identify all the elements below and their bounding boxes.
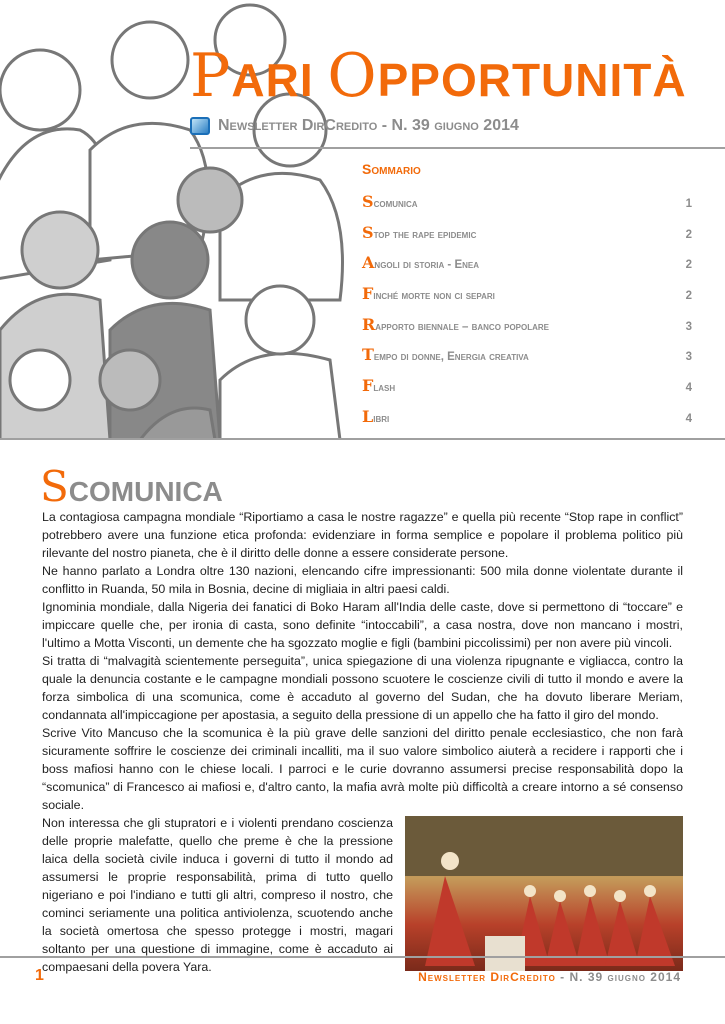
toc-heading: Sommario xyxy=(362,161,421,177)
toc-page: 2 xyxy=(685,228,692,241)
article-title xyxy=(40,462,683,511)
paragraph: Ne hanno parlato a Londra oltre 130 nazioni, elencando cifre impressionanti: 500 mila donne violentate durante il conflitto in Ruanda, 50 mila in Bosnia, decine di migliaia in altri paesi caldi. xyxy=(42,564,683,596)
table-of-contents xyxy=(362,160,692,438)
title-dropcap: S xyxy=(40,462,69,511)
article xyxy=(40,462,683,976)
footer-issue: N. 39 giugno 2014 xyxy=(569,970,681,984)
title-part: ARI xyxy=(231,54,328,106)
divider xyxy=(190,147,725,149)
toc-item[interactable] xyxy=(362,192,692,223)
toc-page: 4 xyxy=(685,382,692,395)
title-part: PPORTUNITÀ xyxy=(377,54,687,106)
monitor-icon xyxy=(190,117,210,135)
toc-dropcap: F xyxy=(362,376,374,396)
toc-label: top the rape epidemic xyxy=(373,228,477,241)
newsletter-subtitle xyxy=(190,116,519,136)
toc-dropcap: R xyxy=(362,314,376,334)
toc-page: 4 xyxy=(685,412,692,425)
toc-item[interactable] xyxy=(362,376,692,407)
toc-label: lash xyxy=(373,382,396,395)
toc-label: ibri xyxy=(373,412,390,425)
divider xyxy=(0,956,725,958)
toc-item[interactable] xyxy=(362,284,692,315)
toc-item[interactable] xyxy=(362,315,692,346)
toc-page: 2 xyxy=(685,259,692,272)
toc-item[interactable] xyxy=(362,253,692,284)
subtitle-sep: - xyxy=(377,117,392,134)
toc-dropcap: S xyxy=(362,222,374,242)
toc-item[interactable] xyxy=(362,407,692,438)
toc-label: empo di donne, Energia creativa xyxy=(373,351,529,364)
footer-text xyxy=(418,969,681,985)
toc-label: inché morte non ci separi xyxy=(373,290,495,303)
article-body xyxy=(42,508,683,814)
subtitle-issue: N. 39 xyxy=(391,117,430,134)
paragraph: Ignominia mondiale, dalla Nigeria dei fanatici di Boko Haram all'India delle caste, dove si permettono di “toccare” e impiccare quelle che, per ironia di casta, sono definite “intoccabili”, a casa nostra, dove non mancano i mostri, l'ultimo a Motta Visconti, un demente che ha sgozzato moglie e figli (bambini piccolissimi) per non avere più vincoli. xyxy=(42,600,683,650)
footer-sep: - xyxy=(555,970,570,984)
toc-page: 3 xyxy=(685,320,692,333)
newsletter-title xyxy=(190,41,687,111)
toc-label: apporto biennale – banco popolare xyxy=(375,320,550,333)
page-number: 1 xyxy=(35,967,44,984)
paragraph: La contagiosa campagna mondiale “Riportiamo a casa le nostre ragazze” e quella più recente “Stop rape in conflict” potrebbero avere una funzione etica profonda: evidenziare in forma semplice e popolare il problema politico più rilevante del nostro pianeta, che è il diritto delle donne a essere considerate persone. xyxy=(42,510,683,560)
toc-page: 2 xyxy=(685,290,692,303)
toc-label: comunica xyxy=(373,198,418,210)
toc-label: ngoli di storia - Enea xyxy=(374,259,480,272)
footer-newsletter: Newsletter DirCredito xyxy=(418,970,556,984)
toc-dropcap: A xyxy=(362,253,375,273)
divider xyxy=(0,438,725,440)
subtitle-date: giugno 2014 xyxy=(434,117,519,134)
article-last-section xyxy=(42,814,683,976)
toc-page: 3 xyxy=(685,351,692,364)
subtitle-newsletter: Newsletter DirCredito xyxy=(218,117,378,134)
toc-dropcap: F xyxy=(362,284,374,304)
paragraph: Si tratta di “malvagità scientemente perseguita”, unica spiegazione di una violenza ripugnante e vigliacca, contro la quale la denuncia costante e le campagne mondiali possono scuotere le coscienze civili di tutto il mondo e avere la forza simbolica di una scomunica, come è accaduto al governo del Sudan, che ha dovuto liberare Meriam, condannata all'impiccagione per apostasia, a seguito della pressione di un appello che ha fatto il giro del mondo. xyxy=(42,654,683,722)
toc-item[interactable] xyxy=(362,223,692,254)
title-dropcap: P xyxy=(190,41,232,111)
paragraph: Scrive Vito Mancuso che la scomunica è la più grave delle sanzioni del diritto penale ecclesiastico, che non farà sicuramente soffrire le coscienze dei criminali incalliti, ma il suo valore simbolico aiuterà a recidere i rapporti che i boss mafiosi hanno con le chiese locali. I parroci e le curie dovranno assumersi precise responsabilità dopo la “scomunica” di Francesco ai mafiosi e, d'altro canto, la mafia avrà molte più difficoltà a creare intorno a sé consenso sociale. xyxy=(42,726,683,812)
toc-dropcap: S xyxy=(362,192,374,211)
toc-item[interactable] xyxy=(362,345,692,376)
toc-page: 1 xyxy=(685,198,692,210)
title-dropcap: O xyxy=(327,41,378,111)
toc-dropcap: T xyxy=(362,345,374,365)
article-last-paragraph: Non interessa che gli stupratori e i violenti prendano coscienza delle proprie malefatte, quello che preme è che la pressione laica della società civile induca i governi di tutto il mondo ad assumersi le proprie responsabilità, prima di tutto quello nigeriano e poi l'indiano e tutti gli altri, compreso il nostro, che cominci seriamente una politica antiviolenza, scuotendo anche la società omertosa che spesso protegge i mostri, magari soltanto per una questione di immagine, come è accaduto ai compaesani della povera Yara. xyxy=(42,816,393,974)
toc-dropcap: L xyxy=(362,406,374,426)
title-part: COMUNICA xyxy=(68,476,223,507)
medieval-painting-image xyxy=(405,816,683,971)
